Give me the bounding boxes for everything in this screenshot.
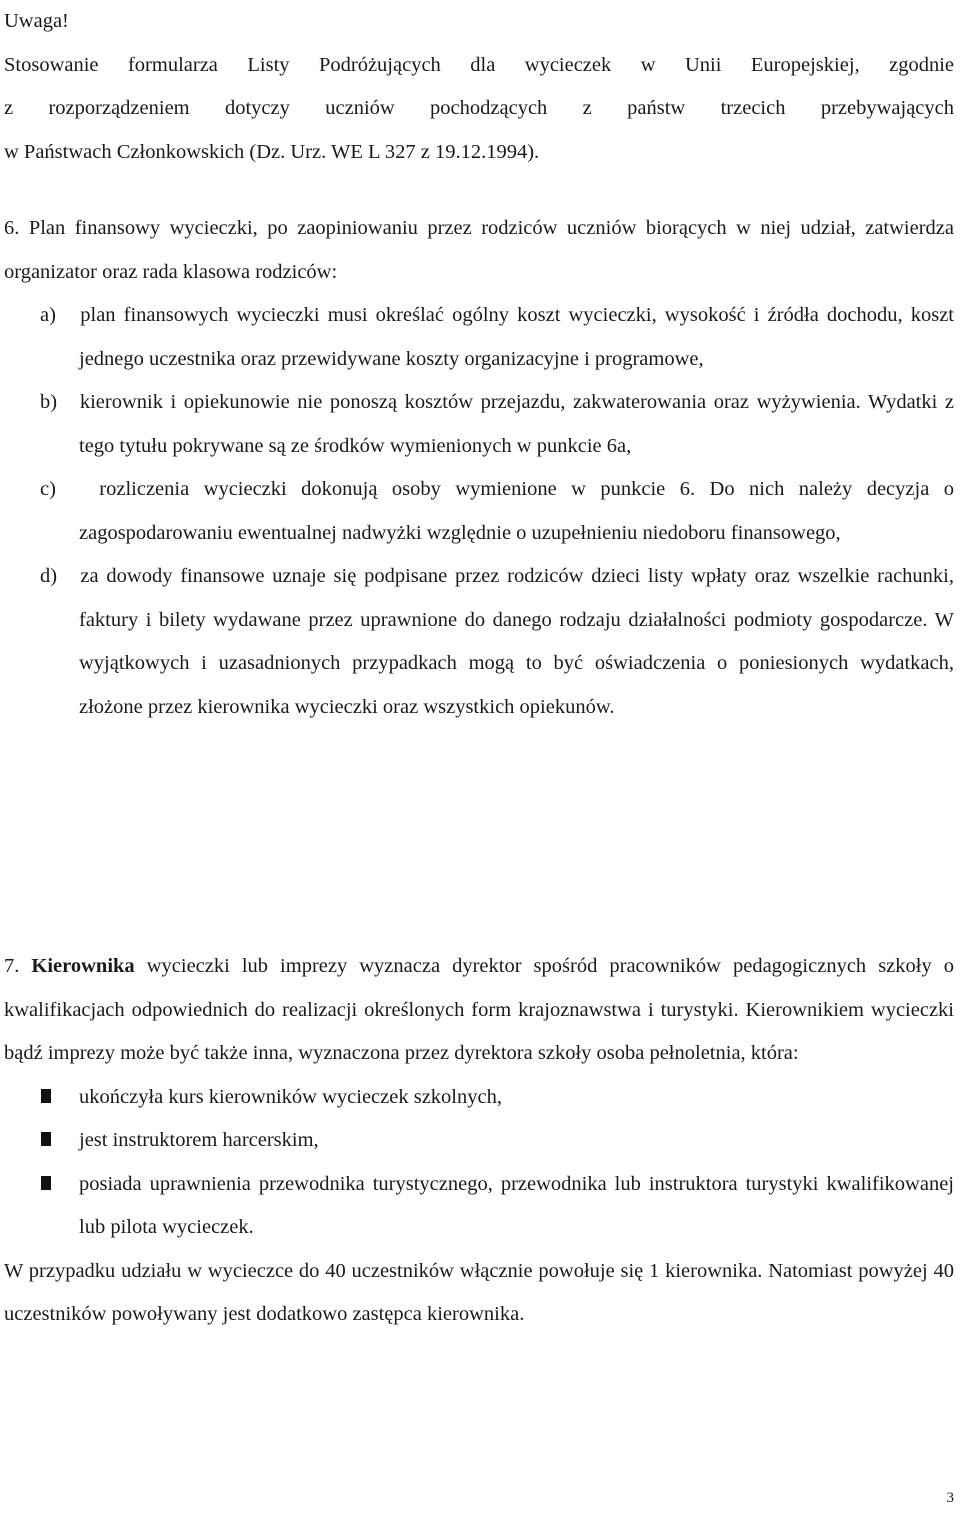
item-marker: a) bbox=[40, 304, 56, 326]
list-item-b bbox=[4, 381, 954, 468]
item-text: plan finansowych wycieczki musi określać ogólny koszt wycieczki, wysokość i źródła dochodu, koszt jednego uczestnika oraz przewidywane koszty organizacyjne i programowe, bbox=[79, 304, 954, 370]
bullet-text: ukończyła kurs kierowników wycieczek szkolnych, bbox=[79, 1085, 502, 1108]
bullet-text: jest instruktorem harcerskim, bbox=[79, 1129, 319, 1151]
warning-line: Stosowanie formularza Listy Podróżujących dla wycieczek w Unii Europejskiej, zgodnie bbox=[4, 53, 954, 76]
square-bullet-icon bbox=[41, 1089, 51, 1103]
square-bullet-icon bbox=[41, 1176, 51, 1190]
list-item-d bbox=[4, 555, 954, 729]
warning-line: z rozporządzeniem dotyczy uczniów pochodzących z państw trzecich przebywających bbox=[4, 97, 954, 119]
warning-block bbox=[4, 0, 954, 174]
bullet-item bbox=[4, 1119, 954, 1163]
bullet-item bbox=[4, 1163, 954, 1250]
bullet-item bbox=[4, 1076, 954, 1120]
item-marker: b) bbox=[40, 391, 58, 413]
bullet-text: posiada uprawnienia przewodnika turystycznego, przewodnika lub instruktora turystyki kwalifikowanej lub pilota wycieczek. bbox=[79, 1172, 954, 1238]
section-6 bbox=[4, 207, 954, 729]
item-text: za dowody finansowe uznaje się podpisane przez rodziców dzieci listy wpłaty oraz wszelkie rachunki, faktury i bilety wydawane przez uprawnione do danego rodzaju działalności podmioty gospodarcze. W wyjątkowych i uzasadnionych przypadkach mogą to być oświadczenia o poniesionych wydatkach, złożone przez kierownika wycieczki oraz wszystkich opiekunów. bbox=[79, 565, 954, 718]
item-marker: c) bbox=[40, 478, 56, 500]
section-7-intro-text: wycieczki lub imprezy wyznacza dyrektor spośród pracowników pedagogicznych szkoły o kwalifikacjach odpowiednich do realizacji określonych form krajoznawstwa i turystyki. Kierownikiem wycieczki bądź imprezy może być także inna, wyznaczona przez dyrektora szkoły osoba pełnoletnia, która: bbox=[4, 955, 954, 1064]
section-7-closing: W przypadku udziału w wycieczce do 40 uczestników włącznie powołuje się 1 kierownika. Natomiast powyżej 40 uczestników powoływany jest dodatkowo zastępca kierownika. bbox=[4, 1259, 954, 1325]
warning-line: w Państwach Członkowskich (Dz. Urz. WE L 327 z 19.12.1994). bbox=[4, 140, 540, 163]
section-7-intro bbox=[4, 945, 954, 1076]
section-number: 7. bbox=[4, 955, 20, 977]
item-marker: d) bbox=[40, 565, 58, 587]
list-item-c bbox=[4, 468, 954, 555]
section-6-intro: 6. Plan finansowy wycieczki, po zaopiniowaniu przez rodziców uczniów biorących w niej udział, zatwierdza organizator oraz rada klasowa rodziców: bbox=[4, 217, 954, 283]
item-text: rozliczenia wycieczki dokonują osoby wymienione w punkcie 6. Do nich należy decyzja o zagospodarowaniu ewentualnej nadwyżki względnie o uzupełnieniu niedoboru finansowego, bbox=[79, 478, 954, 544]
section-7 bbox=[4, 945, 954, 1337]
warning-title: Uwaga! bbox=[4, 10, 69, 32]
item-text: kierownik i opiekunowie nie ponoszą kosztów przejazdu, zakwaterowania oraz wyżywienia. Wydatki z tego tytułu pokrywane są ze środków wymienionych w punkcie 6a, bbox=[79, 391, 954, 457]
list-item-a bbox=[4, 294, 954, 381]
page-number: 3 bbox=[946, 1490, 954, 1506]
bold-term: Kierownika bbox=[31, 955, 135, 977]
square-bullet-icon bbox=[41, 1132, 51, 1146]
